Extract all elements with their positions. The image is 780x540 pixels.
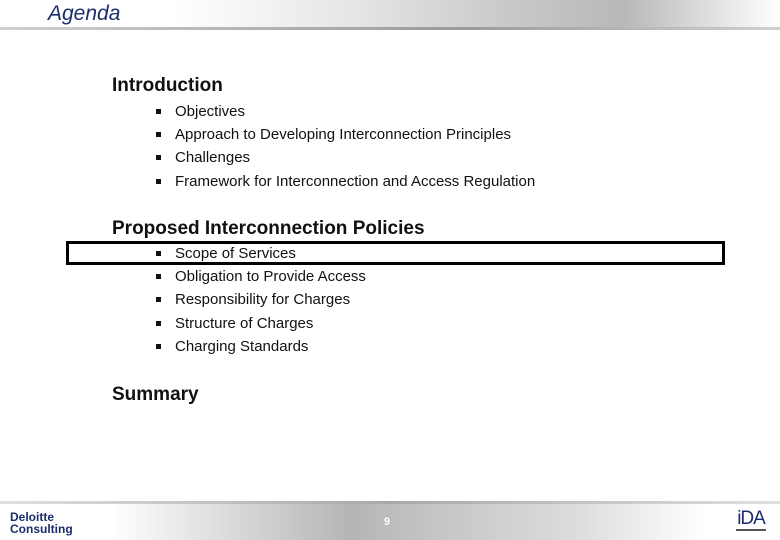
section-heading-summary: Summary [112,384,199,405]
ida-logo: iDA [737,508,765,529]
bullet-icon [156,155,161,160]
slide-title: Agenda [48,2,121,25]
section-heading-introduction: Introduction [112,75,223,96]
bullet-icon [156,321,161,326]
page-number: 9 [383,516,391,528]
list-item: Responsibility for Charges [156,288,366,311]
deloitte-consulting-logo: Deloitte Consulting [10,510,73,536]
list-item: Approach to Developing Interconnection Principles [156,123,535,146]
bullet-icon [156,179,161,184]
list-item: Charging Standards [156,335,366,358]
list-item: Obligation to Provide Access [156,265,366,288]
list-item: Scope of Services [156,242,366,265]
list-item: Objectives [156,100,535,123]
list-item: Framework for Interconnection and Access Regulation [156,170,535,193]
bullet-icon [156,132,161,137]
bullet-icon [156,109,161,114]
section-heading-proposed-policies: Proposed Interconnection Policies [112,218,425,239]
introduction-list [156,100,535,193]
current-item-highlight [66,241,725,265]
bullet-icon [156,297,161,302]
bullet-icon [156,344,161,349]
list-item: Challenges [156,146,535,169]
list-item: Structure of Charges [156,312,366,335]
bullet-icon [156,274,161,279]
